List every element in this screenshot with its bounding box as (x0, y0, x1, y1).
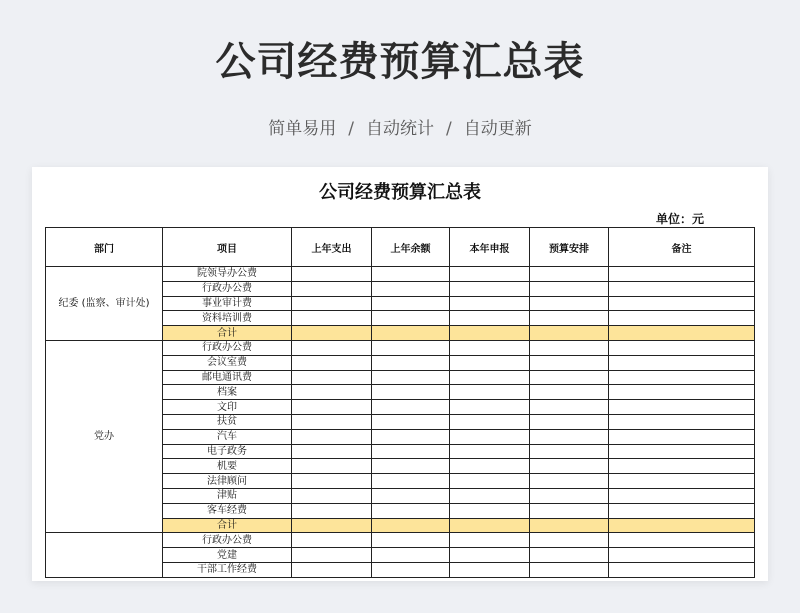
value-cell[interactable] (609, 340, 755, 355)
value-cell[interactable] (609, 355, 755, 370)
column-header-last-year-expense: 上年支出 (292, 228, 372, 267)
item-cell: 干部工作经费 (163, 562, 292, 577)
value-cell[interactable] (450, 267, 530, 282)
value-cell[interactable] (372, 459, 450, 474)
header-row (46, 228, 755, 267)
item-cell: 会议室费 (163, 355, 292, 370)
value-cell[interactable] (450, 533, 530, 548)
value-cell[interactable] (609, 267, 755, 282)
value-cell[interactable] (609, 533, 755, 548)
value-cell[interactable] (372, 444, 450, 459)
value-cell[interactable] (609, 488, 755, 503)
table-row (46, 340, 755, 355)
value-cell[interactable] (372, 503, 450, 518)
value-cell[interactable] (530, 400, 609, 415)
item-cell: 扶贫 (163, 414, 292, 429)
tag-auto-update: 自动更新 (463, 119, 532, 139)
separator: / (446, 119, 452, 139)
value-cell[interactable] (292, 326, 372, 341)
value-cell[interactable] (609, 562, 755, 577)
value-cell[interactable] (609, 296, 755, 311)
department-cell: 党办 (46, 340, 163, 532)
item-cell: 电子政务 (163, 444, 292, 459)
value-cell[interactable] (292, 281, 372, 296)
value-cell[interactable] (609, 548, 755, 563)
value-cell[interactable] (530, 414, 609, 429)
value-cell[interactable] (530, 326, 609, 341)
value-cell[interactable] (450, 326, 530, 341)
department-cell: 纪委 (监察、审计处) (46, 267, 163, 341)
value-cell[interactable] (530, 459, 609, 474)
value-cell[interactable] (450, 518, 530, 533)
value-cell[interactable] (372, 429, 450, 444)
value-cell[interactable] (609, 444, 755, 459)
value-cell[interactable] (530, 503, 609, 518)
value-cell[interactable] (372, 400, 450, 415)
item-cell: 资料培训费 (163, 311, 292, 326)
table-row (46, 267, 755, 282)
value-cell[interactable] (450, 311, 530, 326)
value-cell[interactable] (530, 385, 609, 400)
value-cell[interactable] (372, 370, 450, 385)
value-cell[interactable] (530, 311, 609, 326)
item-cell: 邮电通讯费 (163, 370, 292, 385)
value-cell[interactable] (450, 355, 530, 370)
value-cell[interactable] (609, 370, 755, 385)
value-cell[interactable] (450, 444, 530, 459)
value-cell[interactable] (609, 385, 755, 400)
value-cell[interactable] (450, 548, 530, 563)
value-cell[interactable] (450, 503, 530, 518)
value-cell[interactable] (372, 533, 450, 548)
value-cell[interactable] (530, 562, 609, 577)
value-cell[interactable] (292, 562, 372, 577)
value-cell[interactable] (292, 296, 372, 311)
unit-label: 单位：元 (655, 212, 704, 226)
value-cell[interactable] (450, 385, 530, 400)
column-header-department: 部门 (46, 228, 163, 267)
item-cell: 津贴 (163, 488, 292, 503)
value-cell[interactable] (372, 355, 450, 370)
value-cell[interactable] (292, 548, 372, 563)
value-cell[interactable] (609, 503, 755, 518)
value-cell[interactable] (372, 414, 450, 429)
value-cell[interactable] (292, 488, 372, 503)
department-cell (46, 533, 163, 577)
column-header-budget-arrangement: 预算安排 (530, 228, 609, 267)
spreadsheet-preview (32, 167, 768, 581)
value-cell[interactable] (292, 414, 372, 429)
column-header-item: 项目 (163, 228, 292, 267)
value-cell[interactable] (609, 400, 755, 415)
tag-auto-stats: 自动统计 (366, 119, 434, 139)
value-cell[interactable] (292, 385, 372, 400)
feature-tagline (0, 114, 800, 139)
separator: / (348, 119, 354, 139)
value-cell[interactable] (450, 370, 530, 385)
item-cell: 行政办公费 (163, 533, 292, 548)
value-cell[interactable] (609, 518, 755, 533)
value-cell[interactable] (450, 488, 530, 503)
value-cell[interactable] (450, 414, 530, 429)
value-cell[interactable] (450, 474, 530, 489)
value-cell[interactable] (530, 340, 609, 355)
value-cell[interactable] (530, 296, 609, 311)
value-cell[interactable] (292, 533, 372, 548)
budget-table (45, 227, 755, 578)
value-cell[interactable] (530, 267, 609, 282)
value-cell[interactable] (609, 311, 755, 326)
value-cell[interactable] (292, 429, 372, 444)
value-cell[interactable] (609, 281, 755, 296)
item-cell: 客车经费 (163, 503, 292, 518)
tag-easy: 简单易用 (268, 119, 337, 139)
value-cell[interactable] (372, 488, 450, 503)
value-cell[interactable] (450, 281, 530, 296)
value-cell[interactable] (372, 340, 450, 355)
item-cell: 行政办公费 (163, 281, 292, 296)
item-cell: 法律顾问 (163, 474, 292, 489)
value-cell[interactable] (372, 562, 450, 577)
value-cell[interactable] (372, 518, 450, 533)
item-cell: 行政办公费 (163, 340, 292, 355)
value-cell[interactable] (609, 474, 755, 489)
value-cell[interactable] (530, 444, 609, 459)
table-row (46, 533, 755, 548)
item-cell: 院领导办公费 (163, 267, 292, 282)
item-cell: 汽车 (163, 429, 292, 444)
value-cell[interactable] (372, 548, 450, 563)
column-header-remarks: 备注 (609, 228, 755, 267)
value-cell[interactable] (292, 503, 372, 518)
subtotal-label-cell: 合计 (163, 518, 292, 533)
value-cell[interactable] (292, 444, 372, 459)
column-header-this-year-request: 本年申报 (450, 228, 530, 267)
item-cell: 文印 (163, 400, 292, 415)
value-cell[interactable] (292, 400, 372, 415)
value-cell[interactable] (530, 370, 609, 385)
value-cell[interactable] (372, 326, 450, 341)
value-cell[interactable] (450, 340, 530, 355)
value-cell[interactable] (530, 488, 609, 503)
subtotal-label-cell: 合计 (163, 326, 292, 341)
value-cell[interactable] (372, 296, 450, 311)
value-cell[interactable] (450, 296, 530, 311)
value-cell[interactable] (292, 340, 372, 355)
value-cell[interactable] (292, 518, 372, 533)
value-cell[interactable] (450, 400, 530, 415)
value-cell[interactable] (450, 429, 530, 444)
sheet-title: 公司经费预算汇总表 (319, 182, 481, 203)
value-cell[interactable] (530, 281, 609, 296)
value-cell[interactable] (530, 548, 609, 563)
value-cell[interactable] (292, 370, 372, 385)
item-cell: 事业审计费 (163, 296, 292, 311)
value-cell[interactable] (372, 385, 450, 400)
item-cell: 档案 (163, 385, 292, 400)
value-cell[interactable] (609, 459, 755, 474)
value-cell[interactable] (609, 326, 755, 341)
value-cell[interactable] (609, 414, 755, 429)
value-cell[interactable] (292, 459, 372, 474)
item-cell: 机要 (163, 459, 292, 474)
value-cell[interactable] (372, 311, 450, 326)
value-cell[interactable] (372, 281, 450, 296)
page-title: 公司经费预算汇总表 (215, 39, 585, 85)
value-cell[interactable] (292, 474, 372, 489)
value-cell[interactable] (292, 355, 372, 370)
value-cell[interactable] (530, 355, 609, 370)
value-cell[interactable] (292, 311, 372, 326)
value-cell[interactable] (530, 474, 609, 489)
value-cell[interactable] (450, 459, 530, 474)
value-cell[interactable] (292, 267, 372, 282)
column-header-last-year-balance: 上年余额 (372, 228, 450, 267)
value-cell[interactable] (530, 518, 609, 533)
item-cell: 党建 (163, 548, 292, 563)
value-cell[interactable] (530, 429, 609, 444)
value-cell[interactable] (530, 533, 609, 548)
value-cell[interactable] (450, 562, 530, 577)
value-cell[interactable] (609, 429, 755, 444)
value-cell[interactable] (372, 267, 450, 282)
value-cell[interactable] (372, 474, 450, 489)
